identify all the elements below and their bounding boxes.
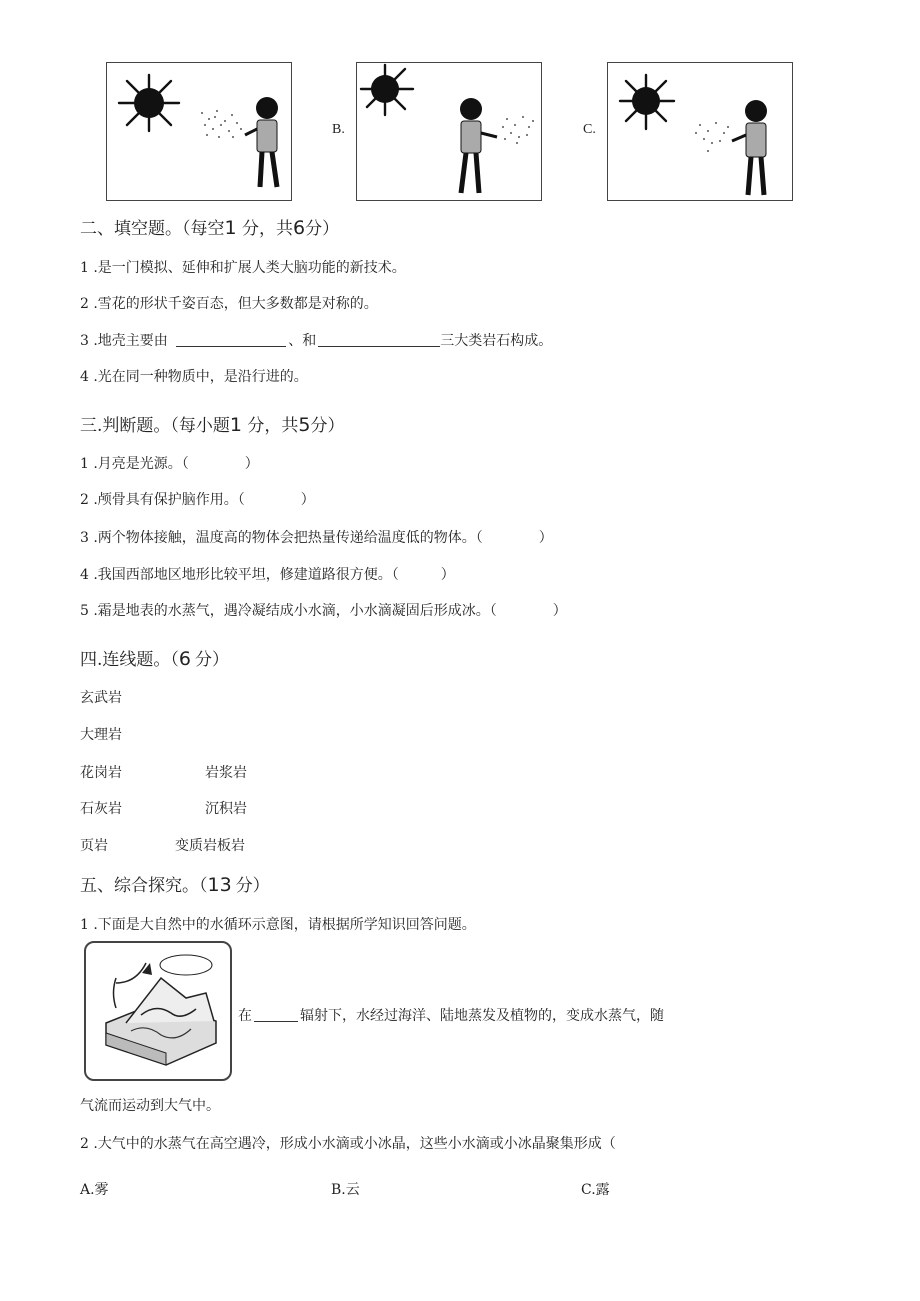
picture-option-c [607, 62, 793, 201]
section-2-blank-score: 1 [224, 217, 237, 239]
choice-option-a[interactable]: A.雾 [80, 1182, 109, 1198]
fill-question-3-mid: 、和 [288, 333, 317, 349]
answer-blank[interactable] [176, 332, 286, 347]
judge-question-5: 5 .霜是地表的水蒸气，遇冷凝结成小水滴，小水滴凝固后形成冰。（ ） [80, 603, 567, 619]
section-3-title [80, 411, 345, 436]
section-2-title-text: 二、填空题。（每空 [80, 219, 225, 239]
fill-question-4: 4 .光在同一种物质中，是沿行进的。 [80, 369, 308, 385]
answer-blank[interactable] [254, 1007, 298, 1022]
section-5-title [80, 871, 270, 896]
picture-option-b [356, 62, 542, 201]
match-right-item[interactable]: 变质岩板岩 [175, 838, 245, 854]
section-4-total-score: 6 [178, 648, 191, 670]
sun-and-child-illustration [107, 63, 291, 200]
section-5-title-text: 五、综合探究。（ [80, 876, 208, 896]
section-4-title [80, 645, 229, 670]
section-3-title-text: 三.判断题。（每小题 [80, 416, 230, 436]
match-right-item[interactable]: 沉积岩 [205, 801, 247, 817]
section-2-title-mid: 分，共 [242, 219, 293, 239]
match-left-item[interactable]: 页岩 [80, 838, 108, 854]
picture-option-a [106, 62, 292, 201]
match-left-item[interactable]: 石灰岩 [80, 801, 122, 817]
inquiry-question-1: 1 .下面是大自然中的水循环示意图，请根据所学知识回答问题。 [80, 917, 476, 933]
inquiry-question-1-start: 在 [238, 1008, 252, 1024]
fill-question-1: 1 .是一门模拟、延伸和扩展人类大脑功能的新技术。 [80, 260, 406, 276]
sun-and-child-illustration [357, 63, 541, 200]
section-5-title-end: 分） [235, 876, 270, 896]
picture-option-b-label: B. [332, 122, 345, 137]
fill-question-3-end: 三大类岩石构成。 [440, 333, 553, 349]
match-left-item[interactable]: 玄武岩 [80, 690, 122, 706]
section-3-title-mid: 分，共 [247, 416, 299, 436]
inquiry-question-1-rest: 辐射下，水经过海洋、陆地蒸发及植物的，变成水蒸气，随 [300, 1008, 664, 1024]
section-2-title [80, 214, 339, 239]
section-4-title-text: 四.连线题。（ [80, 650, 179, 670]
match-left-item[interactable]: 花岗岩 [80, 765, 122, 781]
section-3-title-end: 分） [310, 416, 345, 436]
inquiry-question-1-text [238, 1005, 664, 1025]
section-3-total-score: 5 [298, 414, 311, 436]
match-left-item[interactable]: 大理岩 [80, 727, 122, 743]
sun-and-child-illustration [608, 63, 792, 200]
inquiry-question-2: 2 .大气中的水蒸气在高空遇冷，形成小水滴或小冰晶，这些小水滴或小冰晶聚集形成（ [80, 1136, 616, 1152]
fill-question-2: 2 .雪花的形状千姿百态，但大多数都是对称的。 [80, 296, 378, 312]
judge-question-3: 3 .两个物体接触，温度高的物体会把热量传递给温度低的物体。（ ） [80, 530, 553, 546]
choice-option-b[interactable]: B.云 [331, 1182, 360, 1198]
picture-option-c-label: C. [583, 122, 596, 137]
fill-question-3 [80, 330, 552, 350]
judge-question-1: 1 .月亮是光源。（ ） [80, 456, 259, 472]
inquiry-question-1-continued: 气流而运动到大气中。 [80, 1098, 220, 1114]
section-4-title-end: 分） [195, 650, 229, 670]
judge-question-4: 4 .我国西部地区地形比较平坦，修建道路很方便。（ ） [80, 567, 455, 583]
section-2-total-score: 6 [293, 217, 306, 239]
water-cycle-diagram [84, 941, 232, 1081]
section-5-total-score: 13 [207, 874, 232, 896]
answer-blank[interactable] [318, 332, 440, 347]
section-3-item-score: 1 [229, 414, 242, 436]
judge-question-2: 2 .颅骨具有保护脑作用。（ ） [80, 492, 315, 508]
water-cycle-illustration [86, 943, 230, 1079]
section-2-title-end: 分） [305, 219, 340, 239]
choice-option-c[interactable]: C.露 [581, 1182, 610, 1198]
match-right-item[interactable]: 岩浆岩 [205, 765, 247, 781]
fill-question-3-start: 3 .地壳主要由 [80, 333, 168, 349]
